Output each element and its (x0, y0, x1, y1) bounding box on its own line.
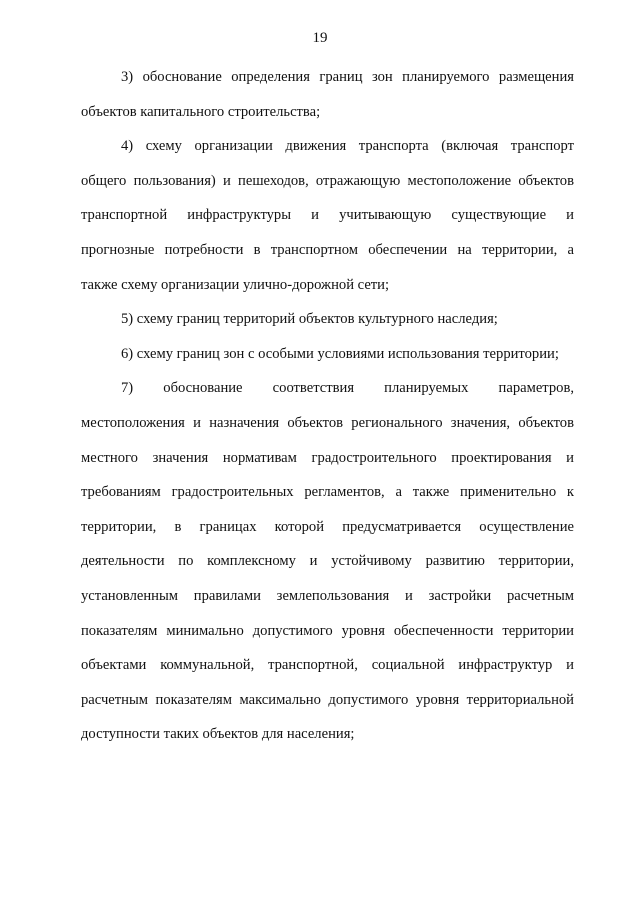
text-line: установленным правилами землепользования и застройки расчетным (81, 587, 574, 604)
text-line: местного значения нормативам градостроительного проектирования и (81, 449, 574, 466)
text-line: также схему организации улично-дорожной сети; (81, 276, 390, 293)
text-line: общего пользования) и пешеходов, отражающую местоположение объектов (81, 172, 574, 189)
text-line: 7) обоснование соответствия планируемых параметров, (121, 380, 574, 397)
text-line: доступности таких объектов для населения; (81, 726, 355, 743)
text-line: местоположения и назначения объектов регионального значения, объектов (81, 414, 574, 431)
text-line: объектами коммунальной, транспортной, социальной инфраструктур и (81, 657, 574, 674)
text-line: прогнозные потребности в транспортном обеспечении на территории, а (81, 241, 574, 258)
text-line: 5) схему границ территорий объектов культурного наследия; (121, 311, 498, 328)
document-body (81, 67, 574, 759)
text-line: показателям минимально допустимого уровня обеспеченности территории (81, 622, 574, 639)
text-line: 6) схему границ зон с особыми условиями использования территории; (121, 345, 559, 362)
text-line: деятельности по комплексному и устойчивому развитию территории, (81, 553, 574, 570)
text-line: территории, в границах которой предусматривается осуществление (81, 518, 574, 535)
text-line: расчетным показателям максимально допустимого уровня территориальной (81, 691, 574, 708)
text-line: 4) схему организации движения транспорта (включая транспорт (121, 138, 574, 155)
text-line: 3) обоснование определения границ зон планируемого размещения (121, 69, 574, 85)
text-line: требованиям градостроительных регламентов, а также применительно к (81, 484, 574, 501)
text-line: объектов капитального строительства; (81, 103, 321, 120)
text-line: транспортной инфраструктуры и учитывающую существующие и (81, 207, 574, 224)
page-number: 19 (312, 30, 328, 46)
